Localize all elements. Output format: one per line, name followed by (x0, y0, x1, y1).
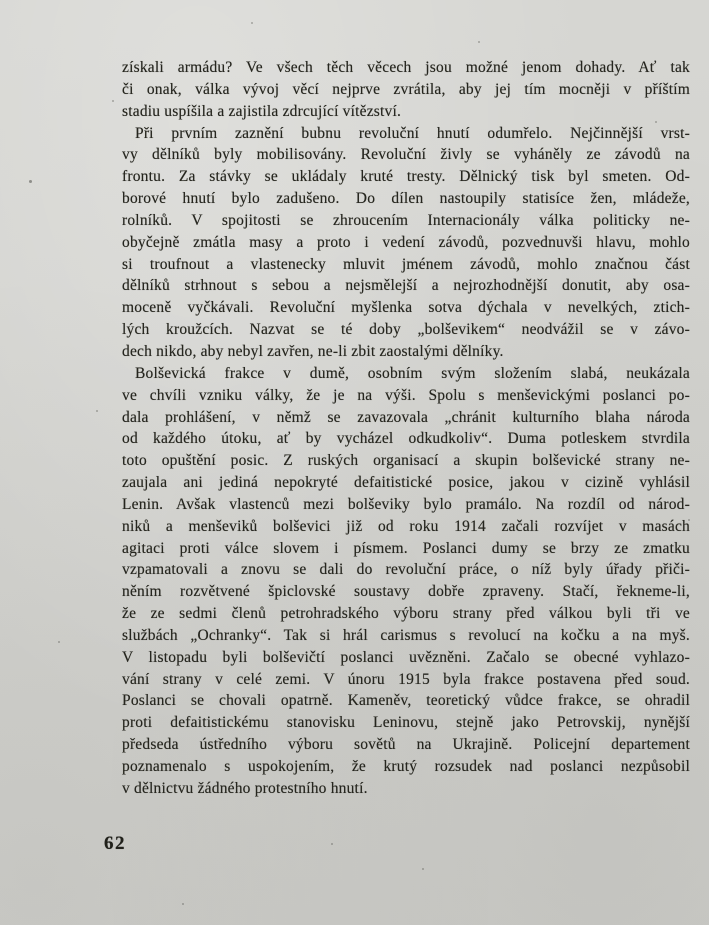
text-line: ve chvíli vzniku války, že je na výši. Spolu s menševickými poslanci po- (122, 386, 690, 404)
text-line: dala prohlášení, v němž se zavazovala „chránit kulturního blaha národa (122, 408, 690, 426)
text-line: stadiu uspíšila a zajistila zdrcující vítězství. (122, 102, 402, 120)
text-line: toto opuštění posic. Z ruských organisací a skupin bolševické strany ne- (122, 452, 690, 470)
paragraph (122, 123, 690, 363)
text-line: vzpamatovali a znovu se dali do revoluční práce, o níž byly úřady přiči- (122, 561, 690, 579)
text-line: Bolševická frakce v dumě, osobním svým složením slabá, neukázala (135, 364, 690, 382)
text-line: službách „Ochranky“. Tak si hrál carismus s revolucí na kočku a na myš. (122, 626, 690, 644)
text-line: Při prvním zaznění bubnu revoluční hnutí odumřelo. Nejčinnější vrst- (135, 124, 690, 142)
paper-specks (0, 0, 1, 1)
text-line: od každého útoku, ať by vycházel odkudkoliv“. Duma potleskem stvrdila (122, 430, 690, 448)
text-line: frontu. Za stávky se ukládaly kruté tresty. Dělnický tisk byl smeten. Od- (122, 168, 690, 186)
paragraph (122, 57, 690, 123)
text-line: proti defaitistickému stanovisku Leninovu, stejně jako Petrovskij, nynější (122, 714, 690, 732)
text-line: borové hnutí bylo zadušeno. Do dílen nastoupily statisíce žen, mládeže, (122, 190, 690, 208)
paragraph (122, 363, 690, 800)
text-line: něním rozvětvené špiclovské soustavy dobře zpraveny. Stačí, řekneme-li, (122, 583, 690, 601)
text-line: vání strany v celé zemi. V únoru 1915 byla frakce postavena před soud. (122, 670, 690, 688)
text-line: rolníků. V spojitosti se zhroucením Internacionály válka politicky ne- (122, 211, 690, 229)
text-line: Poslanci se chovali opatrně. Kameněv, teoretický vůdce frakce, se ohradil (122, 692, 690, 710)
text-line: zaujala ani jediná nepokryté defaitistické posice, jakou v cizině vyhlásil (122, 474, 690, 492)
text-line: že ze sedmi členů petrohradského výboru strany před válkou byli tři ve (122, 605, 690, 623)
text-line: V listopadu byli bolševičtí poslanci uvězněni. Začalo se obecné vyhlazo- (122, 648, 690, 666)
text-line: niků a menševiků bolševici již od roku 1914 začali rozvíjet v masách (122, 517, 690, 535)
text-line: dech nikdo, aby nebyl zavřen, ne-li zbit zaostalými dělníky. (122, 342, 504, 360)
text-line: či onak, válka vývoj věcí nejprve zvrátila, aby jej tím mocněji v příštím (122, 80, 690, 98)
text-line: získali armádu? Ve všech těch věcech jsou možné jenom dohady. Ať tak (122, 59, 690, 76)
text-line: lých kroužcích. Nazvat se té doby „bolševikem“ neodvážil se v závo- (122, 321, 690, 339)
text-line: obyčejně zmátla masy a proto i vedení závodů, pozvednuvši hlavu, mohlo (122, 233, 690, 251)
text-line: poznamenalo s uspokojením, že krutý rozsudek nad poslanci nezpůsobil (122, 758, 690, 775)
text-line: si troufnout a vlastenecky mluvit jménem závodů, mohlo značnou část (122, 255, 690, 273)
text-line: moceně vyčkávali. Revoluční myšlenka sotva dýchala v nevelkých, ztich- (122, 299, 690, 317)
text-line: předseda ústředního výboru sovětů na Ukrajině. Policejní departement (122, 736, 690, 754)
text-line: agitaci proti válce slovem i písmem. Poslanci dumy se brzy ze zmatku (122, 539, 690, 557)
text-line: dělníků strhnout s sebou a nejsmělejší a nejrozhodnější donutit, aby osa- (122, 277, 690, 295)
text-line: vy dělníků byly mobilisovány. Revoluční živly se vyháněly ze závodů na (122, 146, 690, 164)
text-block (122, 57, 690, 800)
text-line: Lenin. Avšak vlastenců mezi bolševiky bylo pramálo. Na rozdíl od národ- (122, 495, 690, 513)
page-number: 62 (104, 833, 126, 854)
text-line: v dělnictvu žádného protestního hnutí. (122, 779, 368, 797)
